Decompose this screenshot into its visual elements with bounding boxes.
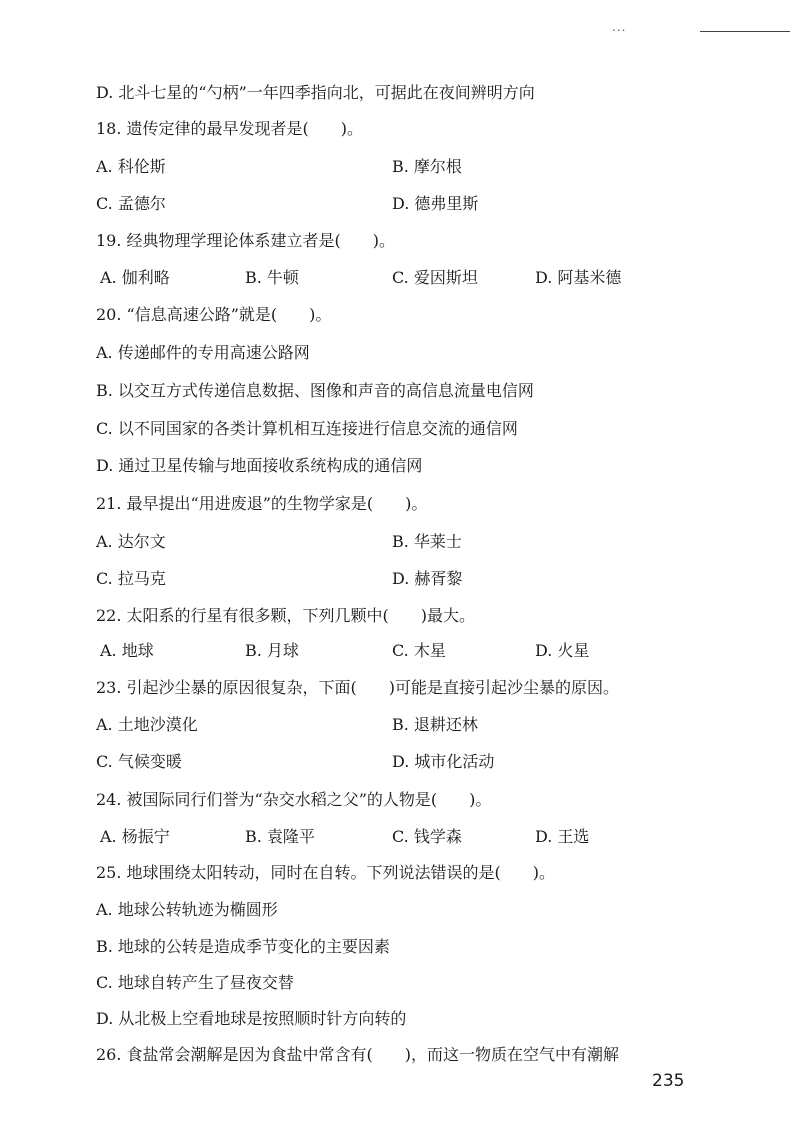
text-line: C. 以不同国家的各类计算机相互连接进行信息交流的通信网	[96, 419, 518, 438]
option: D. 王选	[535, 827, 590, 846]
text-line: C. 地球自转产生了昼夜交替	[96, 973, 294, 992]
text-line: A. 传递邮件的专用高速公路网	[96, 343, 310, 362]
option: D. 阿基米德	[535, 268, 622, 287]
text-line: 25. 地球围绕太阳转动，同时在自转。下列说法错误的是( )。	[96, 863, 556, 882]
option: C. 爱因斯坦	[392, 268, 478, 287]
option: A. 杨振宁	[100, 827, 170, 846]
option: A. 达尔文	[96, 532, 166, 551]
option: C. 拉马克	[96, 569, 166, 588]
text-line: 22. 太阳系的行星有很多颗，下列几颗中( )最大。	[96, 606, 476, 625]
text-line: B. 地球的公转是造成季节变化的主要因素	[96, 937, 390, 956]
option: C. 钱学森	[392, 827, 462, 846]
text-line: D. 从北极上空看地球是按照顺时针方向转的	[96, 1009, 407, 1028]
option: A. 伽利略	[100, 268, 170, 287]
text-line: 21. 最早提出“用进废退”的生物学家是( )。	[96, 494, 428, 513]
text-line: D. 通过卫星传输与地面接收系统构成的通信网	[96, 456, 423, 475]
text-line: 18. 遗传定律的最早发现者是( )。	[96, 119, 364, 138]
text-line: D. 北斗七星的“勺柄”一年四季指向北，可据此在夜间辨明方向	[96, 83, 535, 102]
option: D. 火星	[535, 641, 590, 660]
text-line: A. 地球公转轨迹为椭圆形	[96, 900, 278, 919]
option: B. 华莱士	[392, 532, 462, 551]
option: D. 赫胥黎	[392, 569, 463, 588]
option: B. 摩尔根	[392, 157, 462, 176]
text-line: 19. 经典物理学理论体系建立者是( )。	[96, 231, 396, 250]
page-number: 235	[652, 1071, 685, 1091]
header-rule	[700, 31, 790, 32]
running-header: ...	[612, 20, 627, 34]
text-line: B. 以交互方式传递信息数据、图像和声音的高信息流量电信网	[96, 381, 534, 400]
text-line: 24. 被国际同行们誉为“杂交水稻之父”的人物是( )。	[96, 790, 492, 809]
text-line: 20. “信息高速公路”就是( )。	[96, 305, 332, 324]
option: A. 土地沙漠化	[96, 715, 198, 734]
option: B. 牛顿	[245, 268, 299, 287]
option: C. 木星	[392, 641, 446, 660]
option: C. 气候变暖	[96, 752, 182, 771]
option: B. 退耕还林	[392, 715, 478, 734]
option: C. 孟德尔	[96, 194, 166, 213]
text-line: 26. 食盐常会潮解是因为食盐中常含有( )，而这一物质在空气中有潮解	[96, 1045, 620, 1064]
option: B. 袁隆平	[245, 827, 315, 846]
option: A. 地球	[100, 641, 154, 660]
text-line: 23. 引起沙尘暴的原因很复杂，下面( )可能是直接引起沙尘暴的原因。	[96, 678, 620, 697]
option: B. 月球	[245, 641, 299, 660]
option: D. 城市化活动	[392, 752, 495, 771]
option: A. 科伦斯	[96, 157, 166, 176]
option: D. 德弗里斯	[392, 194, 479, 213]
